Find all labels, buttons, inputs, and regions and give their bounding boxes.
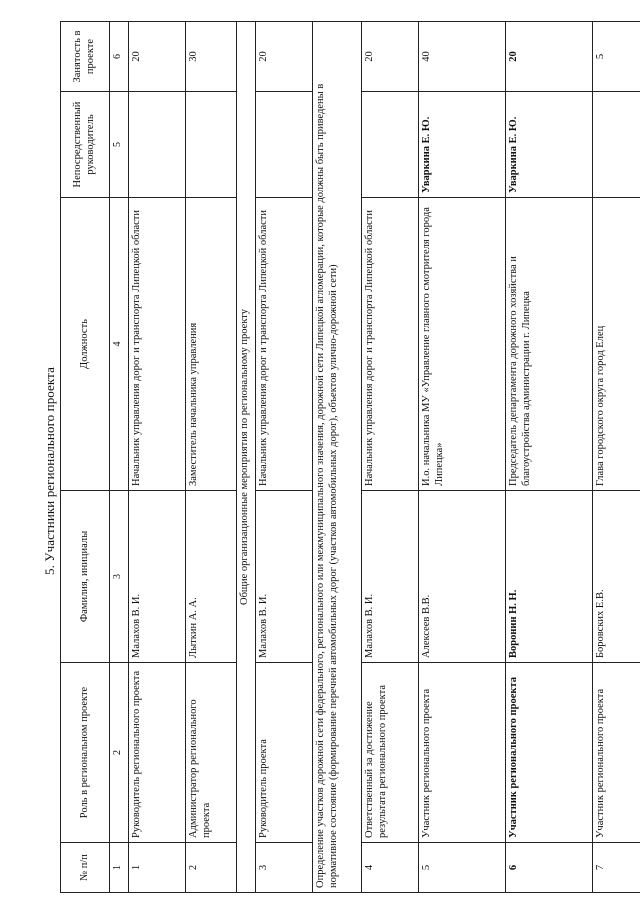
row-load: 20 [256, 22, 313, 92]
row-num: 4 [362, 843, 419, 893]
row-supervisor [129, 92, 186, 198]
row-name: Алексеев В.В. [419, 491, 506, 663]
row-position: Заместитель начальника управления [186, 198, 237, 491]
row-load: 20 [129, 22, 186, 92]
row-name: Малахов В. И. [129, 491, 186, 663]
col-number: 1 [110, 843, 129, 893]
row-num: 7 [593, 843, 640, 893]
row-supervisor: Уваркина Е. Ю. [506, 92, 593, 198]
table-header-row [61, 22, 110, 893]
row-position: Глава городского округа город Елец [593, 198, 640, 491]
column-number-row [110, 22, 129, 893]
section-heading: Определение участков дорожной сети федерального, регионального или межмуниципального значения, дорожной сети Липецкой агломерации, которые должны быть приведены в нормативное состояние (формирование перечней автомобильных дорог (участков автомобильных дорог), объектов улично-дорожной сети) [313, 22, 362, 893]
row-load: 40 [419, 22, 506, 92]
section-row [237, 22, 256, 893]
col-number: 2 [110, 663, 129, 843]
row-position: Председатель департамента дорожного хозяйства и благоустройства администрации г. Липецка [506, 198, 593, 491]
table-row [362, 22, 419, 893]
row-position: Начальник управления дорог и транспорта Липецкой области [129, 198, 186, 491]
row-load: 30 [186, 22, 237, 92]
row-num: 5 [419, 843, 506, 893]
table-row [129, 22, 186, 893]
row-role: Участник регионального проекта [506, 663, 593, 843]
table-row [186, 22, 237, 893]
header-position: Должность [61, 198, 110, 491]
col-number: 6 [110, 22, 129, 92]
row-load: 20 [362, 22, 419, 92]
section-row [313, 22, 362, 893]
row-load: 5 [593, 22, 640, 92]
row-name: Малахов В. И. [362, 491, 419, 663]
row-num: 3 [256, 843, 313, 893]
row-name: Малахов В. И. [256, 491, 313, 663]
table-row [256, 22, 313, 893]
participants-table [60, 21, 640, 893]
row-role: Участник регионального проекта [419, 663, 506, 843]
col-number: 3 [110, 491, 129, 663]
row-num: 1 [129, 843, 186, 893]
table-row [419, 22, 506, 893]
row-role: Руководитель проекта [256, 663, 313, 843]
row-role: Участник регионального проекта [593, 663, 640, 843]
row-name: Воронин Н. Н. [506, 491, 593, 663]
header-load: Занятость в проекте [61, 22, 110, 92]
section-heading: Общие организационные мероприятия по региональному проекту [237, 22, 256, 893]
row-position: И.о. начальника МУ «Управление главного смотрителя города Липецка» [419, 198, 506, 491]
header-num: № п/п [61, 843, 110, 893]
row-role: Руководитель регионального проекта [129, 663, 186, 843]
row-position: Начальник управления дорог и транспорта Липецкой области [362, 198, 419, 491]
header-name: Фамилия, инициалы [61, 491, 110, 663]
row-num: 2 [186, 843, 237, 893]
header-supervisor: Непосредственный руководитель [61, 92, 110, 198]
row-num: 6 [506, 843, 593, 893]
row-supervisor [186, 92, 237, 198]
header-role: Роль в региональном проекте [61, 663, 110, 843]
row-role: Администратор регионального проекта [186, 663, 237, 843]
row-load: 20 [506, 22, 593, 92]
row-supervisor [362, 92, 419, 198]
table-row [506, 22, 593, 893]
row-name: Лыткин А. А. [186, 491, 237, 663]
row-position: Начальник управления дорог и транспорта Липецкой области [256, 198, 313, 491]
col-number: 4 [110, 198, 129, 491]
row-name: Боровских Е.В. [593, 491, 640, 663]
col-number: 5 [110, 92, 129, 198]
row-supervisor [593, 92, 640, 198]
row-supervisor [256, 92, 313, 198]
page-title: 5. Участники регионального проекта [42, 367, 57, 575]
row-role: Ответственный за достижение результата регионального проекта [362, 663, 419, 843]
row-supervisor: Уваркина Е. Ю. [419, 92, 506, 198]
table-row [593, 22, 640, 893]
